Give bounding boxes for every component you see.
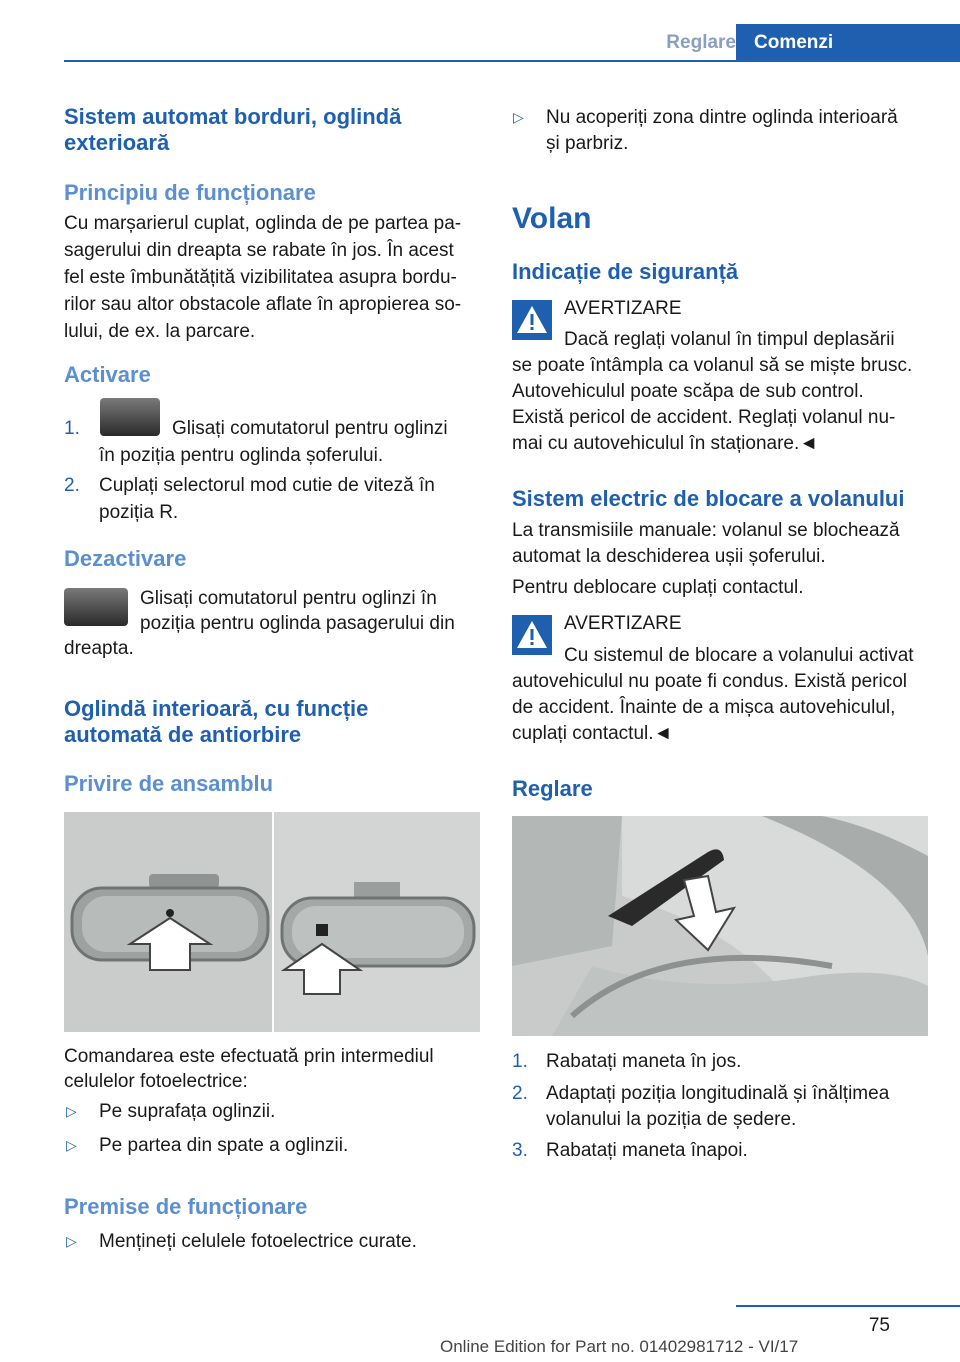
dezactivare-line2: poziția pentru oglinda pasagerului din (140, 613, 455, 634)
header-section-label: Reglare (666, 32, 736, 53)
bullet-triangle-icon: ▷ (66, 1137, 77, 1153)
step-number-2: 2. (64, 475, 80, 496)
bullet-suprafata: Pe suprafața oglinzii. (99, 1101, 276, 1122)
comandare-line2: celulelor fotoelectrice: (64, 1071, 248, 1092)
mirror-switch-driver-icon (100, 398, 160, 436)
warning2-line1: Cu sistemul de blocare a volanului activat (564, 645, 914, 666)
activare-step-2-line1: Cuplați selectorul mod cutie de viteză în (99, 475, 435, 496)
activare-step-1-line2: în poziția pentru oglinda șoferului. (99, 445, 384, 466)
bullet-acoperiti-l1: Nu acoperiți zona dintre oglinda interioară (546, 107, 898, 128)
bullet-triangle-icon: ▷ (66, 1233, 77, 1249)
warning-triangle-icon (512, 300, 552, 345)
warning-title-1: AVERTIZARE (564, 298, 682, 319)
warning2-line2: autovehiculul nu poate fi condus. Există pericol (512, 671, 908, 692)
footer-rule (736, 1305, 960, 1307)
bullet-spate: Pe partea din spate a oglinzii. (99, 1135, 349, 1156)
page-number: 75 (868, 1315, 890, 1336)
mirror-photo (64, 812, 480, 1032)
reglare-step-number-1: 1. (512, 1051, 528, 1072)
bullet-acoperiti-l2: și parbriz. (546, 133, 629, 154)
blocare-line2: automat la deschiderea ușii șoferului. (512, 546, 826, 567)
warning-title-2: AVERTIZARE (564, 613, 682, 634)
heading-oglinda-interioara-l2: automată de antiorbire (64, 722, 302, 747)
heading-indicatie: Indicație de siguranță (512, 259, 739, 284)
reglare-step-2-line1: Adaptați poziția longitudinală și înălțimea (546, 1083, 890, 1104)
heading-activare: Activare (64, 362, 151, 387)
comandare-line1: Comandarea este efectuată prin intermediul (64, 1046, 434, 1067)
mirror-switch-passenger-icon (64, 588, 128, 626)
warning2-line3: de accident. Înainte de a mișca autovehiculul, (512, 697, 896, 718)
heading-volan: Volan (512, 202, 592, 235)
dezactivare-line1: Glisați comutatorul pentru oglinzi în (140, 588, 437, 609)
warning1-line5: mai cu autovehiculul în staționare.◄ (512, 433, 819, 454)
header-rule (64, 60, 960, 62)
blocare-line1: La transmisiile manuale: volanul se blochează (512, 520, 900, 541)
activare-step-1-line1: Glisați comutatorul pentru oglinzi (172, 418, 448, 439)
edition-footer: Online Edition for Part no. 01402981712 - VI/17 (440, 1337, 799, 1356)
reglare-step-number-2: 2. (512, 1083, 528, 1104)
reglare-step-2-line2: volanului la poziția de ședere. (546, 1109, 797, 1130)
warning1-line4: Există pericol de accident. Reglați volanul nu‐ (512, 407, 896, 428)
warning1-line3: Autovehiculul poate scăpa de sub control. (512, 381, 864, 402)
dezactivare-line3: dreapta. (64, 638, 134, 659)
activare-step-2-line2: poziția R. (99, 502, 179, 523)
reglare-step-1: Rabatați maneta în jos. (546, 1051, 742, 1072)
steering-lever-photo (512, 816, 928, 1036)
heading-dezactivare: Dezactivare (64, 546, 187, 571)
reglare-step-number-3: 3. (512, 1140, 528, 1161)
heading-borduri: Sistem automat borduri, oglindă exterioară (64, 104, 402, 155)
step-number-1: 1. (64, 418, 80, 439)
heading-blocare: Sistem electric de blocare a volanului (512, 486, 905, 511)
heading-premise: Premise de funcționare (64, 1194, 308, 1219)
heading-reglare: Reglare (512, 776, 593, 801)
heading-oglinda-interioara-l1: Oglindă interioară, cu funcție (64, 696, 369, 721)
warning1-line1: Dacă reglați volanul în timpul deplasării (564, 329, 895, 350)
warning2-line4: cuplați contactul.◄ (512, 723, 673, 744)
paragraph-principiu: Cu marșarierul cuplat, oglinda de pe partea pa‐ sagerului din dreapta se rabate în jos. În acest fel este îmbunătățită vizibilitatea asupra bordu‐ rilor sau altor obstacole aflate în apropierea so‐ lului, de ex. la parcare. (64, 213, 462, 342)
bullet-curate: Mențineți celulele fotoelectrice curate. (99, 1231, 417, 1252)
header-chapter-tab: Comenzi (736, 24, 960, 62)
warning-triangle-icon (512, 615, 552, 660)
warning1-line2: se poate întâmpla ca volanul să se miște brusc. (512, 355, 913, 376)
deblocare-text: Pentru deblocare cuplați contactul. (512, 577, 804, 598)
bullet-triangle-icon: ▷ (513, 109, 524, 125)
bullet-triangle-icon: ▷ (66, 1103, 77, 1119)
heading-privire: Privire de ansamblu (64, 771, 274, 796)
heading-principiu: Principiu de funcționare (64, 180, 316, 205)
reglare-step-3: Rabatați maneta înapoi. (546, 1140, 748, 1161)
